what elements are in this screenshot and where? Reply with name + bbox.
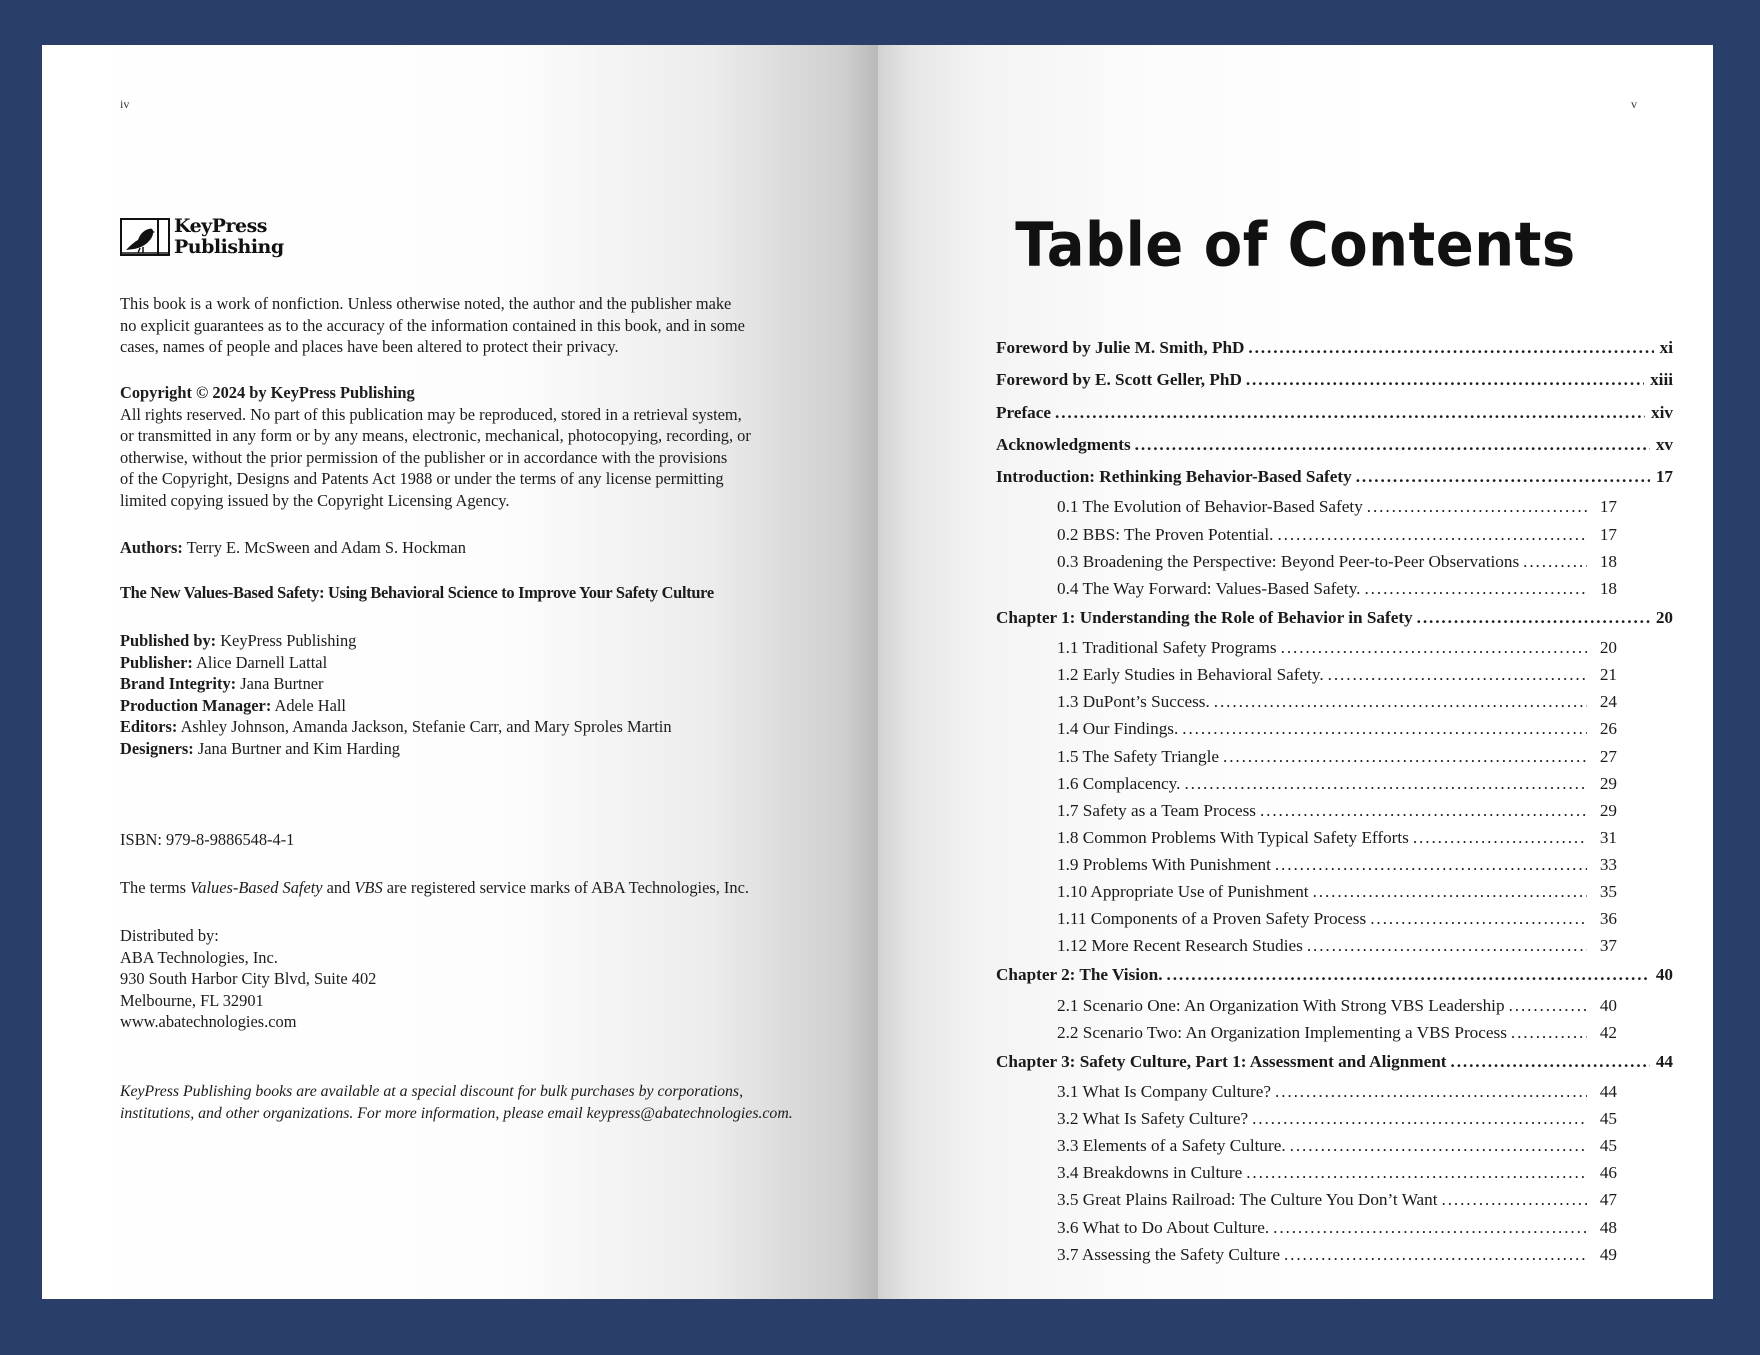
toc-entry-page: 37 xyxy=(1599,936,1617,956)
toc-leader-dots xyxy=(1246,364,1644,396)
toc-entry-page: 45 xyxy=(1599,1136,1617,1156)
toc-entry-page: 49 xyxy=(1599,1244,1617,1264)
toc-section-entry xyxy=(996,688,1617,715)
toc-leader-dots xyxy=(1260,797,1587,824)
toc-entry-title: Foreword by E. Scott Geller, PhD xyxy=(996,370,1242,390)
copyright-heading: Copyright © 2024 by KeyPress Publishing xyxy=(120,383,415,402)
toc-entry-page: 35 xyxy=(1599,882,1617,901)
toc-entry-page: 44 xyxy=(1655,1051,1673,1071)
toc-entry-title: 1.12 More Recent Research Studies xyxy=(1057,936,1303,956)
toc-section-entry xyxy=(996,493,1617,520)
left-page-number: iv xyxy=(120,97,130,111)
credit-line: Production Manager: Adele Hall xyxy=(120,695,346,715)
toc-chapter-entry xyxy=(996,602,1673,634)
distributor-line: Distributed by: xyxy=(120,926,219,945)
toc-entry-page: 47 xyxy=(1599,1190,1617,1210)
toc-entry-page: 27 xyxy=(1599,746,1617,766)
copyright-line: or transmitted in any form or by any means, electronic, mechanical, photocopying, recording, or xyxy=(120,426,751,445)
toc-section-entry xyxy=(996,878,1617,905)
toc-section-entry xyxy=(996,770,1617,797)
toc-section-entry xyxy=(996,743,1617,770)
toc-leader-dots xyxy=(1509,992,1587,1019)
toc-chapter-entry xyxy=(996,461,1673,493)
toc-leader-dots xyxy=(1275,1078,1587,1105)
toc-section-entry xyxy=(996,1159,1617,1186)
toc-entry-title: 1.3 DuPont’s Success. xyxy=(1057,692,1210,712)
toc-leader-dots xyxy=(1248,332,1653,364)
book-spread xyxy=(42,45,1713,1299)
toc-entry-page: 21 xyxy=(1599,665,1617,685)
toc-leader-dots xyxy=(1281,634,1587,661)
toc-section-entry xyxy=(996,634,1617,661)
toc-leader-dots xyxy=(1135,429,1650,461)
toc-entry-title: 1.5 The Safety Triangle xyxy=(1057,746,1219,766)
toc-leader-dots xyxy=(1167,959,1650,991)
toc-leader-dots xyxy=(1523,548,1587,575)
disclaimer xyxy=(120,293,810,358)
copyright-block xyxy=(120,382,810,511)
toc-entry-page: 29 xyxy=(1599,773,1617,793)
toc-leader-dots xyxy=(1367,493,1587,520)
toc-section-entry xyxy=(996,715,1617,742)
toc-entry-page: 36 xyxy=(1599,909,1617,929)
toc-leader-dots xyxy=(1356,461,1650,493)
toc-leader-dots xyxy=(1370,905,1587,932)
toc-entry-page: 26 xyxy=(1599,719,1617,739)
toc-entry-title: 0.1 The Evolution of Behavior-Based Safety xyxy=(1057,497,1363,517)
toc-entry-page: 29 xyxy=(1599,800,1617,820)
toc-entry-title: 1.1 Traditional Safety Programs xyxy=(1057,638,1277,658)
toc-section-entry xyxy=(996,1132,1617,1159)
toc-leader-dots xyxy=(1284,1241,1587,1268)
isbn-text: ISBN: 979-8-9886548-4-1 xyxy=(120,830,295,849)
toc-chapter-entry xyxy=(996,332,1673,364)
toc-entry-title: Introduction: Rethinking Behavior-Based Safety xyxy=(996,467,1352,487)
toc-section-entry xyxy=(996,1214,1617,1241)
toc-chapter-entry xyxy=(996,429,1673,461)
authors-label: Authors: xyxy=(120,538,183,557)
copyright-line: of the Copyright, Designs and Patents Act 1988 or under the terms of any license permitting xyxy=(120,469,724,488)
toc-entry-page: 17 xyxy=(1599,497,1617,517)
disclaimer-line: no explicit guarantees as to the accuracy of the information contained in this book, and in some xyxy=(120,315,745,335)
toc-section-entry xyxy=(996,1186,1617,1213)
toc-entry-title: 1.4 Our Findings. xyxy=(1057,719,1179,739)
toc-entry-title: Chapter 3: Safety Culture, Part 1: Assessment and Alignment xyxy=(996,1051,1447,1071)
isbn xyxy=(120,829,810,851)
toc-entry-title: Chapter 1: Understanding the Role of Behavior in Safety xyxy=(996,607,1413,627)
copyright-line: limited copying issued by the Copyright Licensing Agency. xyxy=(120,490,510,510)
toc-entry-title: 2.1 Scenario One: An Organization With Strong VBS Leadership xyxy=(1057,995,1505,1015)
right-page-number: v xyxy=(1631,97,1637,111)
toc-section-entry xyxy=(996,851,1617,878)
toc-entry-page: xiii xyxy=(1650,370,1673,390)
toc-entry-page: 46 xyxy=(1599,1163,1617,1183)
toc-entry-page: 20 xyxy=(1599,638,1617,658)
credit-line: Editors: Ashley Johnson, Amanda Jackson, Stefanie Carr, and Mary Sproles Martin xyxy=(120,717,672,736)
toc-entry-page: 18 xyxy=(1599,551,1617,571)
toc-entry-title: 3.4 Breakdowns in Culture xyxy=(1057,1163,1243,1183)
authors-value: Terry E. McSween and Adam S. Hockman xyxy=(186,538,466,557)
toc-entry-title: 3.3 Elements of a Safety Culture. xyxy=(1057,1136,1286,1156)
toc-leader-dots xyxy=(1252,1105,1587,1132)
book-title-text: The New Values-Based Safety: Using Behavioral Science to Improve Your Safety Culture xyxy=(120,583,714,602)
toc-entry-title: Chapter 2: The Vision. xyxy=(996,965,1163,985)
toc-entry-page: 40 xyxy=(1655,965,1673,985)
toc-entry-page: 17 xyxy=(1655,467,1673,487)
toc-entry-title: 0.3 Broadening the Perspective: Beyond Peer-to-Peer Observations xyxy=(1057,551,1520,571)
toc-leader-dots xyxy=(1417,602,1650,634)
toc-entry-page: 45 xyxy=(1599,1109,1617,1129)
toc-entry-title: 1.9 Problems With Punishment xyxy=(1057,854,1271,874)
toc-title: Table of Contents xyxy=(1015,210,1576,281)
trademark-note: The terms Values-Based Safety and VBS are registered service marks of ABA Technologies, Inc. xyxy=(120,878,749,897)
distributor xyxy=(120,925,810,1033)
toc-entry-page: 44 xyxy=(1599,1082,1617,1102)
logo-line-1: KeyPress xyxy=(174,215,268,237)
logo-line-2: Publishing xyxy=(174,236,284,258)
toc-entry-page: 40 xyxy=(1599,995,1617,1015)
toc-entry-title: 1.2 Early Studies in Behavioral Safety. xyxy=(1057,665,1324,685)
toc-leader-dots xyxy=(1364,575,1587,602)
toc-section-entry xyxy=(996,575,1617,602)
toc-chapter-entry xyxy=(996,397,1673,429)
toc-entry-title: 3.1 What Is Company Culture? xyxy=(1057,1082,1272,1102)
pigeon-icon xyxy=(120,218,170,256)
bulk-purchase-note: KeyPress Publishing books are available at a special discount for bulk purchases by corporations, institutions, and other organizations. For more information, please email keypress@abatechnologies.com. xyxy=(120,1083,793,1122)
toc-chapter-entry xyxy=(996,1046,1673,1078)
toc-leader-dots xyxy=(1246,1159,1587,1186)
toc-leader-dots xyxy=(1275,851,1587,878)
toc-chapter-entry xyxy=(996,364,1673,396)
toc-leader-dots xyxy=(1413,824,1587,851)
toc-leader-dots xyxy=(1182,715,1587,742)
toc-entry-page: 48 xyxy=(1599,1217,1617,1237)
toc-entry-title: 1.10 Appropriate Use of Punishment xyxy=(1057,882,1309,901)
toc-entry-page: 24 xyxy=(1599,692,1617,712)
toc-section-entry xyxy=(996,521,1617,548)
toc-entry-title: Foreword by Julie M. Smith, PhD xyxy=(996,338,1245,357)
toc-section-entry xyxy=(996,1078,1617,1105)
credit-line: Published by: KeyPress Publishing xyxy=(120,631,357,650)
credit-line: Brand Integrity: Jana Burtner xyxy=(120,674,324,693)
authors xyxy=(120,537,810,559)
toc-section-entry xyxy=(996,1241,1617,1268)
toc-leader-dots xyxy=(1290,1132,1587,1159)
toc-entry-title: 3.7 Assessing the Safety Culture xyxy=(1057,1244,1280,1264)
toc-entry-title: 3.2 What Is Safety Culture? xyxy=(1057,1109,1249,1129)
copyright-line: otherwise, without the prior permission of the publisher or in accordance with the provisions xyxy=(120,447,728,467)
toc-entry-title: 1.11 Components of a Proven Safety Process xyxy=(1057,909,1367,929)
toc-chapter-entry xyxy=(996,959,1673,991)
toc-leader-dots xyxy=(1307,932,1587,959)
toc-entry-page: 42 xyxy=(1599,1022,1617,1042)
toc-leader-dots xyxy=(1277,521,1587,548)
toc-leader-dots xyxy=(1442,1186,1587,1213)
toc-entry-title: Preface xyxy=(996,402,1052,422)
toc-page xyxy=(878,45,1713,1299)
toc-leader-dots xyxy=(1184,770,1587,797)
toc-entry-page: xiv xyxy=(1651,402,1673,422)
toc-entry-page: 33 xyxy=(1599,854,1617,874)
copyright-line: All rights reserved. No part of this publication may be reproduced, stored in a retrieval system, xyxy=(120,404,742,424)
toc-entry-page: 17 xyxy=(1599,524,1617,544)
toc-leader-dots xyxy=(1055,397,1645,429)
toc-entry-page: xi xyxy=(1659,338,1673,357)
disclaimer-line: This book is a work of nonfiction. Unless otherwise noted, the author and the publisher make xyxy=(120,294,732,313)
toc-entry-title: 0.4 The Way Forward: Values-Based Safety. xyxy=(1057,578,1361,598)
copyright-page xyxy=(42,45,878,1299)
toc-section-entry xyxy=(996,824,1617,851)
toc-section-entry xyxy=(996,1105,1617,1132)
publisher-logo xyxy=(120,216,284,258)
credit-line: Designers: Jana Burtner and Kim Harding xyxy=(120,738,400,758)
distributor-line: ABA Technologies, Inc. xyxy=(120,947,278,967)
toc-entry-page: 20 xyxy=(1655,607,1673,627)
toc-entry-title: 1.7 Safety as a Team Process xyxy=(1057,800,1256,820)
toc-entry-title: 1.8 Common Problems With Typical Safety Efforts xyxy=(1057,827,1409,847)
toc-section-entry xyxy=(996,905,1617,932)
toc-leader-dots xyxy=(1511,1019,1587,1046)
toc-entry-title: Acknowledgments xyxy=(996,434,1131,454)
toc-entry-title: 2.2 Scenario Two: An Organization Implementing a VBS Process xyxy=(1057,1022,1507,1042)
toc-section-entry xyxy=(996,932,1617,959)
toc-section-entry xyxy=(996,548,1617,575)
toc-entry-page: 31 xyxy=(1599,827,1617,847)
toc-leader-dots xyxy=(1451,1046,1650,1078)
toc-entry-title: 1.6 Complacency. xyxy=(1057,773,1181,793)
toc-entry-title: 3.5 Great Plains Railroad: The Culture You Don’t Want xyxy=(1057,1190,1438,1210)
toc-entry-page: 18 xyxy=(1599,578,1617,598)
credit-line: Publisher: Alice Darnell Lattal xyxy=(120,652,328,672)
toc-list xyxy=(996,332,1673,1268)
toc-leader-dots xyxy=(1273,1214,1587,1241)
book-title xyxy=(120,582,810,604)
toc-leader-dots xyxy=(1214,688,1587,715)
toc-leader-dots xyxy=(1223,743,1587,770)
distributor-line: Melbourne, FL 32901 xyxy=(120,990,264,1010)
toc-entry-title: 3.6 What to Do About Culture. xyxy=(1057,1217,1270,1237)
toc-section-entry xyxy=(996,992,1617,1019)
toc-leader-dots xyxy=(1313,878,1587,905)
toc-entry-page: xv xyxy=(1655,434,1673,454)
disclaimer-line: cases, names of people and places have been altered to protect their privacy. xyxy=(120,337,619,356)
toc-section-entry xyxy=(996,661,1617,688)
credits xyxy=(120,630,810,759)
distributor-line: 930 South Harbor City Blvd, Suite 402 xyxy=(120,969,377,988)
toc-entry-title: 0.2 BBS: The Proven Potential. xyxy=(1057,524,1274,544)
toc-section-entry xyxy=(996,1019,1617,1046)
distributor-line: www.abatechnologies.com xyxy=(120,1012,297,1031)
toc-section-entry xyxy=(996,797,1617,824)
toc-leader-dots xyxy=(1328,661,1587,688)
